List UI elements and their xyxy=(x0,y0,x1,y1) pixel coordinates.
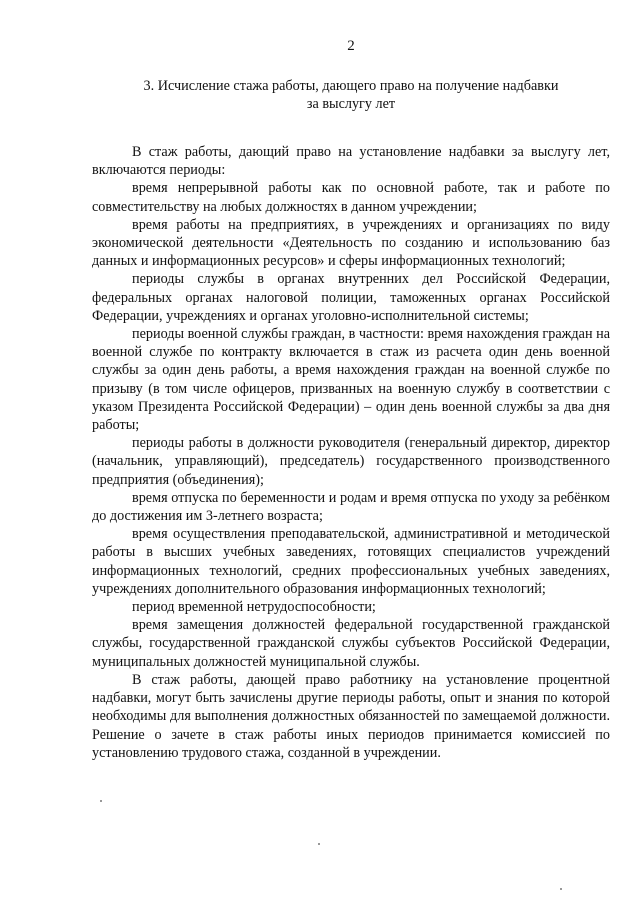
paragraph-intro: В стаж работы, дающий право на установление надбавки за выслугу лет, включаются периоды: xyxy=(92,144,610,179)
paragraph-item: время осуществления преподавательской, административной и методической работы в высших учебных заведениях, готовящих специалистов учреждений информационных технологий, средних профессиональных учебных заведениях, учреждениях дополнительного образования информационных технологий; xyxy=(92,526,610,597)
paragraph-item: период временной нетрудоспособности; xyxy=(132,599,376,616)
paragraph-item: время отпуска по беременности и родам и время отпуска по уходу за ребёнком до достижения им 3-летнего возраста; xyxy=(92,489,610,525)
section-heading-line-2: за выслугу лет xyxy=(306,96,396,112)
scan-speck xyxy=(318,843,320,845)
scan-speck xyxy=(560,888,562,890)
paragraph-item: время непрерывной работы как по основной работе, так и работе по совместительству на любых должностях в данном учреждении; xyxy=(92,180,610,215)
scan-speck xyxy=(100,800,102,802)
paragraph-item: время работы на предприятиях, в учреждениях и организациях по виду экономической деятельности «Деятельность по созданию и использованию баз данных и информационных ресурсов» и сферы информационных технологий; xyxy=(92,216,610,270)
document-body xyxy=(92,143,610,762)
section-heading-line-1: 3. Исчисление стажа работы, дающего право на получение надбавки xyxy=(143,78,559,94)
paragraph-item: периоды работы в должности руководителя (генеральный директор, директор (начальник, управляющий), председатель) государственного производственного предприятия (объединения); xyxy=(92,435,610,488)
paragraph-closing: В стаж работы, дающей право работнику на установление процентной надбавки, могут быть зачислены другие периоды работы, опыт и знания по которой необходимы для выполнения должностных обязанностей по замещаемой должности. Решение о зачете в стаж работы иных периодов принимается комиссией по установлению трудового стажа, созданной в учреждении. xyxy=(92,671,610,761)
paragraph-item: периоды службы в органах внутренних дел Российской Федерации, федеральных органах налоговой полиции, таможенных органах Российской Федерации, учреждениях и органах уголовно-исполнительной системы; xyxy=(92,271,610,324)
paragraph-item: время замещения должностей федеральной государственной гражданской службы, государственной гражданской службы субъектов Российской Федерации, муниципальных должностей муниципальной службы. xyxy=(92,617,610,670)
page-number: 2 xyxy=(347,38,355,54)
paragraph-item: периоды военной службы граждан, в частности: время нахождения граждан на военной службе по контракту включается в стаж из расчета один день военной службы за один день работы, а время нахождения граждан на военной службе по призыву (в том числе офицеров, призванных на военную службу в соответствии с указом Президента Российской Федерации) – один день военной службы за два дня работы; xyxy=(92,326,610,434)
section-heading xyxy=(92,77,610,113)
